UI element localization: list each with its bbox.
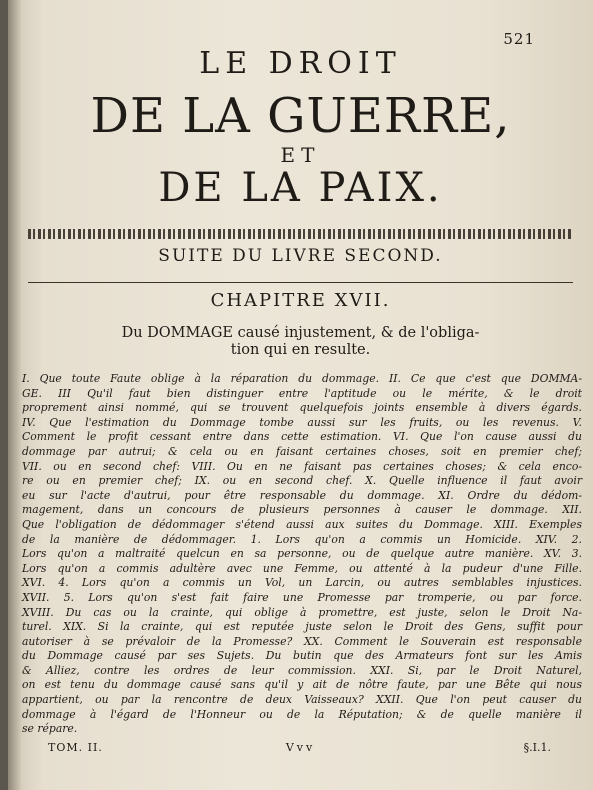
summary-line: turel. XIX. Si la crainte, qui est reputée juste selon le Droit des Gens, suffit pour xyxy=(22,620,582,634)
page-number: 521 xyxy=(503,30,535,48)
summary-line: de la manière de dédommager. 1. Lors qu'on a commis un Homicide. XIV. 2. xyxy=(22,532,582,546)
summary-line: & Alliez, contre les ordres de leur commission. XXI. Si, par le Droit Naturel, xyxy=(22,663,582,677)
chapter-summary xyxy=(22,372,582,737)
title-line-2: DE LA GUERRE, xyxy=(90,88,511,144)
summary-line: dommage à l'égard de l'Honneur ou de la Réputation; & de quelle manière il xyxy=(22,707,582,721)
summary-line: XVII. 5. Lors qu'on s'est fait faire une Promesse par tromperie, ou par force. xyxy=(22,590,582,604)
ornamental-border xyxy=(28,229,573,239)
summary-line: Comment le profit cessant entre dans cette estimation. VI. Que l'on cause aussi du xyxy=(22,430,582,444)
suite-heading: SUITE DU LIVRE SECOND. xyxy=(158,246,443,266)
book-page xyxy=(8,0,593,790)
summary-line: Que l'obligation de dédommager s'étend aussi aux suites du Dommage. XIII. Exemples xyxy=(22,517,582,531)
footer-signature: Vvv xyxy=(285,741,316,754)
summary-line: proprement ainsi nommé, qui se trouvent quelquefois joints ensemble à divers égards. xyxy=(22,401,582,415)
summary-line: magement, dans un concours de plusieurs personnes à causer le dommage. XII. xyxy=(22,503,582,517)
summary-line: autoriser à se prévaloir de la Promesse? XX. Comment le Souverain est responsable xyxy=(22,634,582,648)
summary-line: IV. Que l'estimation du Dommage tombe aussi sur les fruits, ou les revenus. V. xyxy=(22,415,582,429)
footer-volume: TOM. II. xyxy=(48,741,103,754)
chapter-subtitle-line-2: tion qui en resulte. xyxy=(230,342,371,358)
chapter-heading: CHAPITRE XVII. xyxy=(210,290,391,311)
horizontal-rule xyxy=(28,282,573,283)
summary-line: I. Que toute Faute oblige à la réparation du dommage. II. Ce que c'est que DOMMA- xyxy=(22,372,582,385)
summary-line: GE. III Qu'il faut bien distinguer entre l'aptitude ou le mérite, & le droit xyxy=(22,386,582,400)
summary-line: on est tenu du dommage causé sans qu'il y ait de nôtre faute, par une Bête qui nous xyxy=(22,678,582,692)
summary-line: dommage par autrui; & cela ou en faisant certaines choses, soit en premier chef; xyxy=(22,444,582,458)
summary-line: Lors qu'on a maltraité quelcun en sa personne, ou de quelque autre manière. XV. 3. xyxy=(22,547,582,561)
summary-line: eu sur l'acte d'autrui, pour être responsable du dommage. XI. Ordre du dédom- xyxy=(22,488,582,502)
summary-line: appartient, ou par la rencontre de deux Vaisseaux? XXII. Que l'on peut causer du xyxy=(22,693,582,707)
summary-line: XVIII. Du cas ou la crainte, qui oblige à promettre, est juste, selon le Droit Na- xyxy=(22,605,582,619)
title-line-3: ET xyxy=(280,143,321,167)
summary-line: XVI. 4. Lors qu'on a commis un Vol, un Larcin, ou autres semblables injustices. xyxy=(22,576,582,590)
summary-line: Lors qu'on a commis adultère avec une Femme, ou attenté à la pudeur d'une Fille. xyxy=(22,561,582,575)
summary-line: VII. ou en second chef: VIII. Ou en ne faisant pas certaines choses; & cela enco- xyxy=(22,459,582,473)
footer-section: §.I.1. xyxy=(523,741,551,754)
summary-line: se répare. xyxy=(22,722,78,736)
title-line-1: LE DROIT xyxy=(199,46,402,81)
summary-line: du Dommage causé par ses Sujets. Du butin que des Armateurs font sur les Amis xyxy=(22,649,582,663)
title-line-4: DE LA PAIX. xyxy=(158,165,443,211)
chapter-subtitle-line-1: Du DOMMAGE causé injustement, & de l'obliga- xyxy=(121,325,480,341)
summary-line: re ou en premier chef; IX. ou en second chef. X. Quelle influence il faut avoir xyxy=(22,474,582,488)
